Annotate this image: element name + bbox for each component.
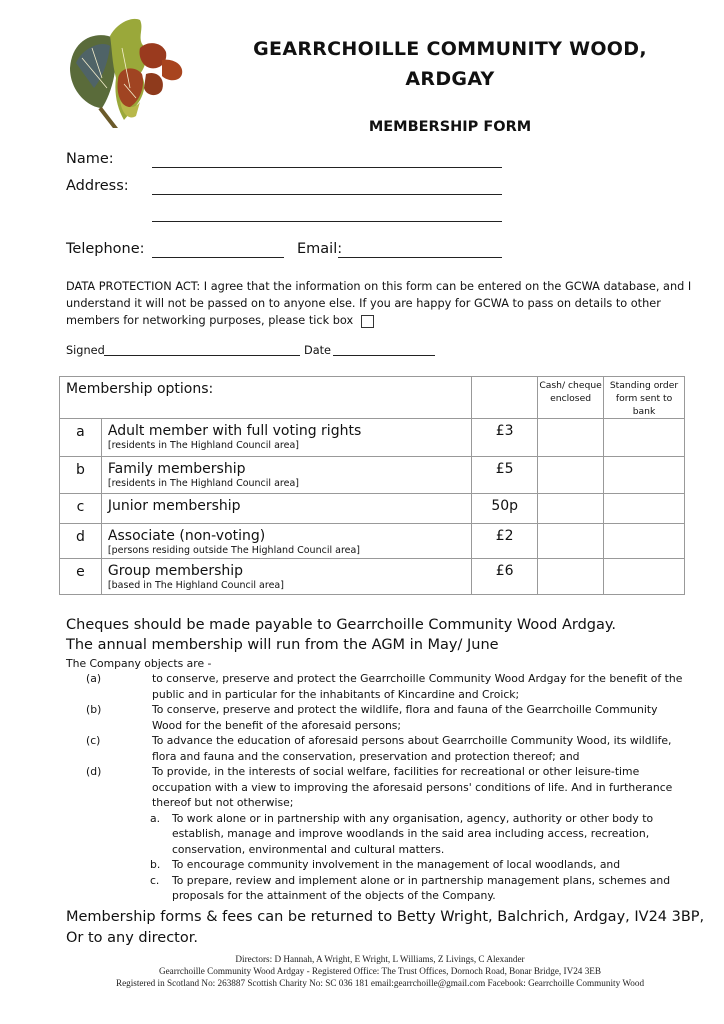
option-note: [based in The Highland Council area] <box>107 580 284 591</box>
signature-field[interactable] <box>104 355 300 356</box>
footer-office: Gearrchoille Community Wood Ardgay - Registered Office: The Trust Offices, Dornoch Road, Bonar Bridge, IV24 3EB <box>158 966 602 976</box>
company-objects-list <box>86 671 686 904</box>
option-title: Associate (non-voting) <box>107 528 266 544</box>
date-label: Date <box>304 344 332 357</box>
address-field-line1[interactable] <box>152 194 502 195</box>
option-note: [persons residing outside The Highland Council area] <box>107 545 361 556</box>
option-code: a <box>60 419 102 457</box>
list-item <box>86 764 686 811</box>
object-text: to conserve, preserve and protect the Gearrchoille Community Wood Ardgay for the benefit of the public and in particular for the inhabitants of Kincardine and Croick; <box>152 672 683 701</box>
option-note: [residents in The Highland Council area] <box>107 478 299 489</box>
list-item <box>86 671 686 702</box>
membership-options-table <box>59 376 685 595</box>
standing-order-cell[interactable] <box>604 457 685 494</box>
option-description <box>101 457 471 494</box>
annual-membership-note: The annual membership will run from the AGM in May/ June <box>66 637 499 653</box>
list-item <box>86 733 686 764</box>
cash-cheque-header: Cash/ cheque enclosed <box>538 377 604 419</box>
list-item <box>150 857 686 873</box>
objects-intro: The Company objects are - <box>66 657 212 670</box>
table-row <box>60 457 685 494</box>
sub-object-text: To encourage community involvement in the management of local woodlands, and <box>172 858 621 871</box>
option-code: b <box>60 457 102 494</box>
standing-order-cell[interactable] <box>604 494 685 524</box>
table-row <box>60 559 685 595</box>
oak-leaves-acorn-logo-icon <box>62 8 190 128</box>
object-key: (d) <box>86 765 102 778</box>
sub-object-key: c. <box>150 873 160 887</box>
option-note: [residents in The Highland Council area] <box>107 440 299 451</box>
membership-options-header: Membership options: <box>60 377 472 419</box>
address-label: Address: <box>66 178 129 194</box>
list-item <box>86 702 686 733</box>
standing-order-cell[interactable] <box>604 559 685 595</box>
sub-object-key: b. <box>150 858 161 871</box>
standing-order-cell[interactable] <box>604 419 685 457</box>
option-description <box>101 419 471 457</box>
option-price: £2 <box>472 524 538 559</box>
cash-cheque-cell[interactable] <box>538 524 604 559</box>
list-item <box>150 873 686 904</box>
option-title: Adult member with full voting rights <box>107 423 362 439</box>
option-code: e <box>60 559 102 595</box>
footer-registration: Registered in Scotland No: 263887 Scottish Charity No: SC 036 181 email:gearrchoille@gmail.com Facebook: Gearrchoille Community Wood <box>115 978 645 988</box>
telephone-label: Telephone: <box>66 241 145 257</box>
table-row <box>60 419 685 457</box>
sub-object-key: a. <box>150 811 161 825</box>
data-protection-text: DATA PROTECTION ACT: I agree that the information on this form can be entered on the GCWA database, and I understand it will not be passed on to anyone else. If you are happy for GCWA to pass on details to other members for networking purposes, please tick box <box>66 280 692 327</box>
footer-directors: Directors: D Hannah, A Wright, E Wright, L Williams, Z Livings, C Alexander <box>235 954 525 964</box>
standing-order-header: Standing order form sent to bank <box>604 377 685 419</box>
option-title: Junior membership <box>107 498 241 514</box>
option-code: d <box>60 524 102 559</box>
option-code: c <box>60 494 102 524</box>
option-price: £6 <box>472 559 538 595</box>
data-protection-notice <box>66 278 696 329</box>
name-label: Name: <box>66 151 114 167</box>
sub-object-text: To work alone or in partnership with any organisation, agency, authority or other body to establish, manage and improve woodlands in the said area including access, recreation, conservation, environmental and cultural matters. <box>172 811 654 856</box>
cheques-note: Cheques should be made payable to Gearrchoille Community Wood Ardgay. <box>66 617 616 633</box>
standing-order-cell[interactable] <box>604 524 685 559</box>
option-title: Family membership <box>107 461 246 477</box>
option-description <box>101 559 471 595</box>
option-description <box>101 494 471 524</box>
name-field[interactable] <box>152 167 502 168</box>
object-key: (a) <box>86 672 102 685</box>
cash-cheque-cell[interactable] <box>538 457 604 494</box>
option-price: £5 <box>472 457 538 494</box>
org-title-line2: ARDGAY <box>405 68 495 90</box>
email-field[interactable] <box>338 257 502 258</box>
sub-object-text: To prepare, review and implement alone or in partnership management plans, schemes and proposals for the attainment of the objects of the Company. <box>172 873 671 902</box>
table-header-row <box>60 377 685 419</box>
object-text: To provide, in the interests of social welfare, facilities for recreational or other leisure-time occupation with a view to improving the aforesaid persons' conditions of life. And in furtherance thereof but not otherwise; <box>152 765 673 809</box>
signed-label: Signed <box>66 344 105 357</box>
return-info-line1: Membership forms & fees can be returned to Betty Wright, Balchrich, Ardgay, IV24 3BP, <box>66 909 705 925</box>
date-field[interactable] <box>333 355 435 356</box>
option-price: £3 <box>472 419 538 457</box>
cash-cheque-cell[interactable] <box>538 419 604 457</box>
option-price: 50p <box>472 494 538 524</box>
return-info-line2: Or to any director. <box>66 930 198 946</box>
option-description <box>101 524 471 559</box>
table-row <box>60 494 685 524</box>
price-header <box>472 377 538 419</box>
cash-cheque-cell[interactable] <box>538 494 604 524</box>
object-key: (c) <box>86 734 101 747</box>
cash-cheque-cell[interactable] <box>538 559 604 595</box>
email-label: Email: <box>297 241 343 257</box>
list-item <box>150 811 686 858</box>
telephone-field[interactable] <box>152 257 284 258</box>
networking-consent-checkbox[interactable] <box>361 315 374 328</box>
option-title: Group membership <box>107 563 244 579</box>
org-title-line1: GEARRCHOILLE COMMUNITY WOOD, <box>253 38 647 60</box>
address-field-line2[interactable] <box>152 221 502 222</box>
table-row <box>60 524 685 559</box>
object-text: To conserve, preserve and protect the wildlife, flora and fauna of the Gearrchoille Community Wood for the benefit of the aforesaid persons; <box>152 703 658 732</box>
object-text: To advance the education of aforesaid persons about Gearrchoille Community Wood, its wildlife, flora and fauna and the conservation, preservation and protection thereof; and <box>152 734 672 763</box>
form-title: MEMBERSHIP FORM <box>368 119 532 135</box>
object-key: (b) <box>86 703 102 716</box>
